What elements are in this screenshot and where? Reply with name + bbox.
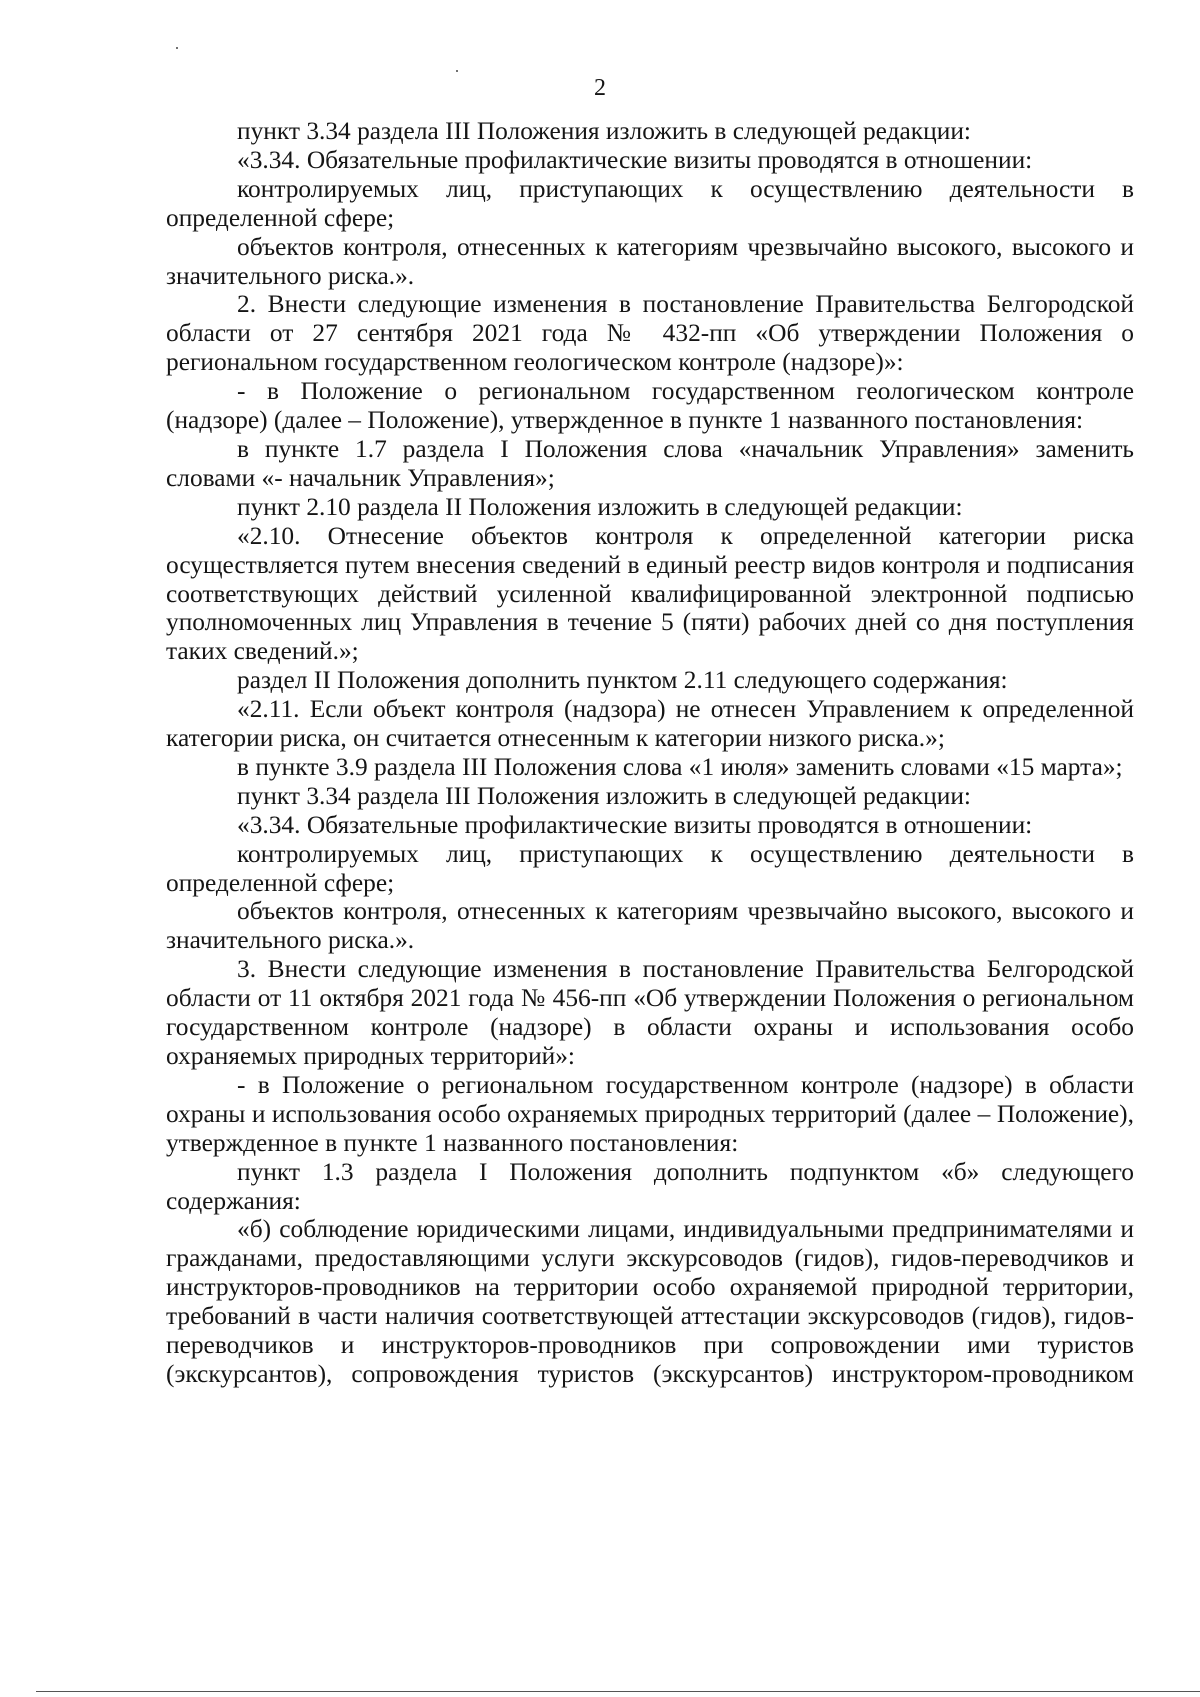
paragraph: объектов контроля, отнесенных к категориям чрезвычайно высокого, высокого и значительного риска.». [166,232,1134,290]
paragraph: в пункте 1.7 раздела I Положения слова «начальник Управления» заменить словами «- начальник Управления»; [166,434,1134,492]
paragraph: «2.10. Отнесение объектов контроля к определенной категории риска осуществляется путем внесения сведений в единый реестр видов контроля и подписания соответствующих действий усиленной квалифицированной электронной подписью уполномоченных лиц Управления в течение 5 (пяти) рабочих дней со дня поступления таких сведений.»; [166,521,1134,666]
paragraph: контролируемых лиц, приступающих к осуществлению деятельности в определенной сфере; [166,174,1134,232]
paragraph: пункт 1.3 раздела I Положения дополнить подпунктом «б» следующего содержания: [166,1157,1134,1215]
scan-speck [456,70,458,72]
paragraph: - в Положение о региональном государственном геологическом контроле (надзоре) (далее – Положение), утвержденное в пункте 1 названного постановления: [166,377,1134,435]
page-number: 2 [594,75,606,101]
paragraph: объектов контроля, отнесенных к категориям чрезвычайно высокого, высокого и значительного риска.». [166,897,1134,955]
paragraph: пункт 2.10 раздела II Положения изложить в следующей редакции: [237,492,963,521]
paragraph: - в Положение о региональном государственном контроле (надзоре) в области охраны и использования особо охраняемых природных территорий (далее – Положение), утвержденное в пункте 1 названного постановления: [166,1070,1134,1157]
scan-speck [176,47,178,49]
page-bottom-rule [36,1691,1200,1692]
paragraph: 3. Внести следующие изменения в постановление Правительства Белгородской области от 11 октября 2021 года № 456-пп «Об утверждении Положения о региональном государственном контроле (надзоре) в области охраны и использования особо охраняемых природных территорий»: [166,955,1134,1070]
paragraph: «3.34. Обязательные профилактические визиты проводятся в отношении: [237,145,1033,174]
paragraph: пункт 3.34 раздела III Положения изложить в следующей редакции: [237,117,971,145]
document-body [166,117,1134,1389]
paragraph: пункт 3.34 раздела III Положения изложить в следующей редакции: [237,781,971,810]
paragraph: контролируемых лиц, приступающих к осуществлению деятельности в определенной сфере; [166,839,1134,897]
paragraph: в пункте 3.9 раздела III Положения слова «1 июля» заменить словами «15 марта»; [237,752,1123,781]
paragraph: «б) соблюдение юридическими лицами, индивидуальными предпринимателями и гражданами, предоставляющими услуги экскурсоводов (гидов), гидов-переводчиков и инструкторов-проводников на территории особо охраняемой природной территории, требований в части наличия соответствующей аттестации экскурсоводов (гидов), гидов-переводчиков и инструкторов-проводников при сопровождении ими туристов (экскурсантов), сопровождения туристов (экскурсантов) инструктором-проводником [166,1215,1134,1388]
paragraph: «2.11. Если объект контроля (надзора) не отнесен Управлением к определенной категории риска, он считается отнесенным к категории низкого риска.»; [166,695,1134,753]
paragraph: раздел II Положения дополнить пунктом 2.11 следующего содержания: [237,666,1008,695]
paragraph: «3.34. Обязательные профилактические визиты проводятся в отношении: [237,810,1033,839]
paragraph: 2. Внести следующие изменения в постановление Правительства Белгородской области от 27 сентября 2021 года № 432-пп «Об утверждении Положения о региональном государственном геологическом контроле (надзоре)»: [166,290,1134,377]
